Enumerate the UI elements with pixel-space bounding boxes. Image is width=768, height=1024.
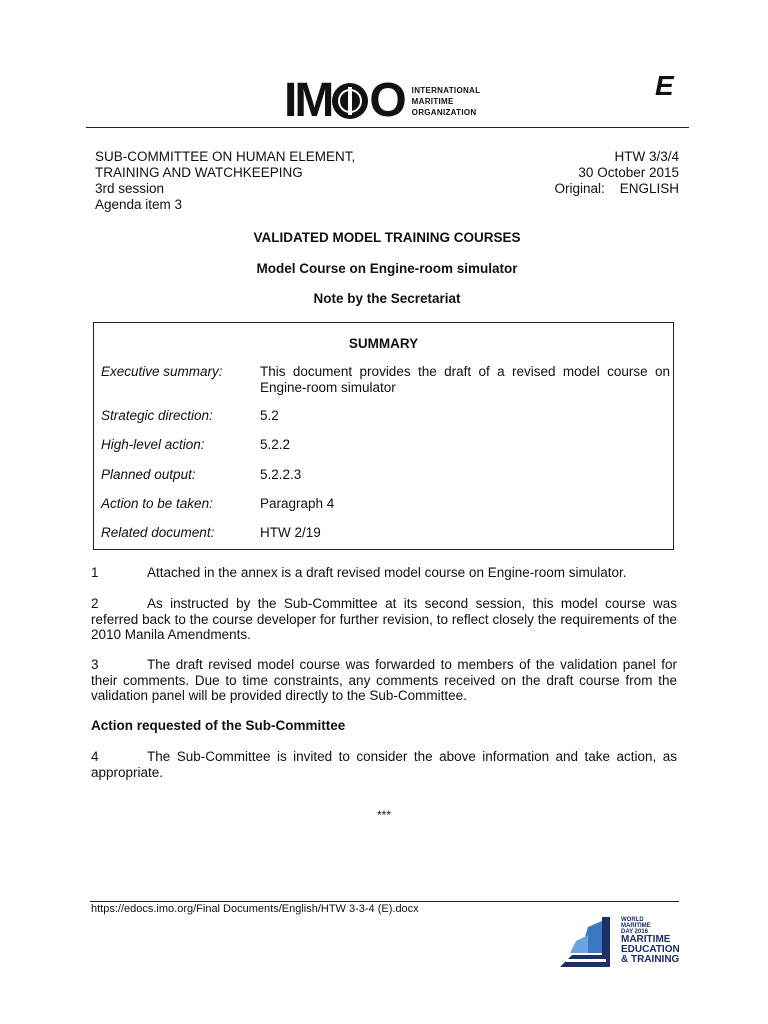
paragraph-3: 3 The draft revised model course was forwarded to members of the validation panel for their comments. Due to time constraints, any comments received on the draft course from the validation panel will be provided directly to the Sub-Committee. — [91, 657, 677, 703]
committee-block: SUB-COMMITTEE ON HUMAN ELEMENT, TRAINING AND WATCHKEEPING 3rd session Agenda item 3 — [95, 149, 356, 212]
note-line: Note by the Secretariat — [313, 291, 461, 306]
end-mark: *** — [376, 808, 391, 822]
action-heading: Action requested of the Sub-Committee — [91, 718, 346, 733]
document-title: VALIDATED MODEL TRAINING COURSES — [253, 230, 521, 245]
summary-box: SUMMARY Executive summary: This document provides the draft of a revised model course on Engine-room simulator Strategic direction: 5.2 High-level action: 5.2.2 Planned output: 5.2.2.3 Action to be taken: Paragraph 4 Related document: HTW 2/19 — [93, 322, 674, 550]
summary-heading: SUMMARY — [348, 336, 419, 351]
badge-text: WORLD MARITIME DAY 2016 MARITIME EDUCATION & TRAINING — [621, 917, 680, 965]
document-subtitle: Model Course on Engine-room simulator — [256, 261, 518, 276]
footer-rule — [90, 901, 679, 902]
paragraph-4: 4 The Sub-Committee is invited to consider the above information and take action, as appropriate. — [91, 749, 677, 780]
footer-url: https://edocs.imo.org/Final Documents/English/HTW 3-3-4 (E).docx — [91, 903, 419, 915]
paragraph-1: 1 Attached in the annex is a draft revised model course on Engine-room simulator. — [91, 565, 627, 580]
imo-emblem-icon — [332, 83, 368, 119]
paragraph-2: 2 As instructed by the Sub-Committee at its second session, this model course was referred back to the course developer for further revision, to reflect closely the requirements of the 2010 Manila Amendments. — [91, 596, 677, 642]
header-rule — [86, 127, 689, 128]
ship-graphic-icon — [558, 915, 618, 971]
document-ref-block: HTW 3/3/4 30 October 2015 Original: ENGLISH — [554, 149, 679, 196]
imo-logo — [284, 74, 516, 127]
world-maritime-day-badge — [558, 915, 680, 971]
language-code: E — [655, 70, 674, 101]
imo-logo-words: INTERNATIONAL MARITIME ORGANIZATION — [411, 85, 481, 117]
imo-logo-mark: IM O — [284, 74, 404, 127]
